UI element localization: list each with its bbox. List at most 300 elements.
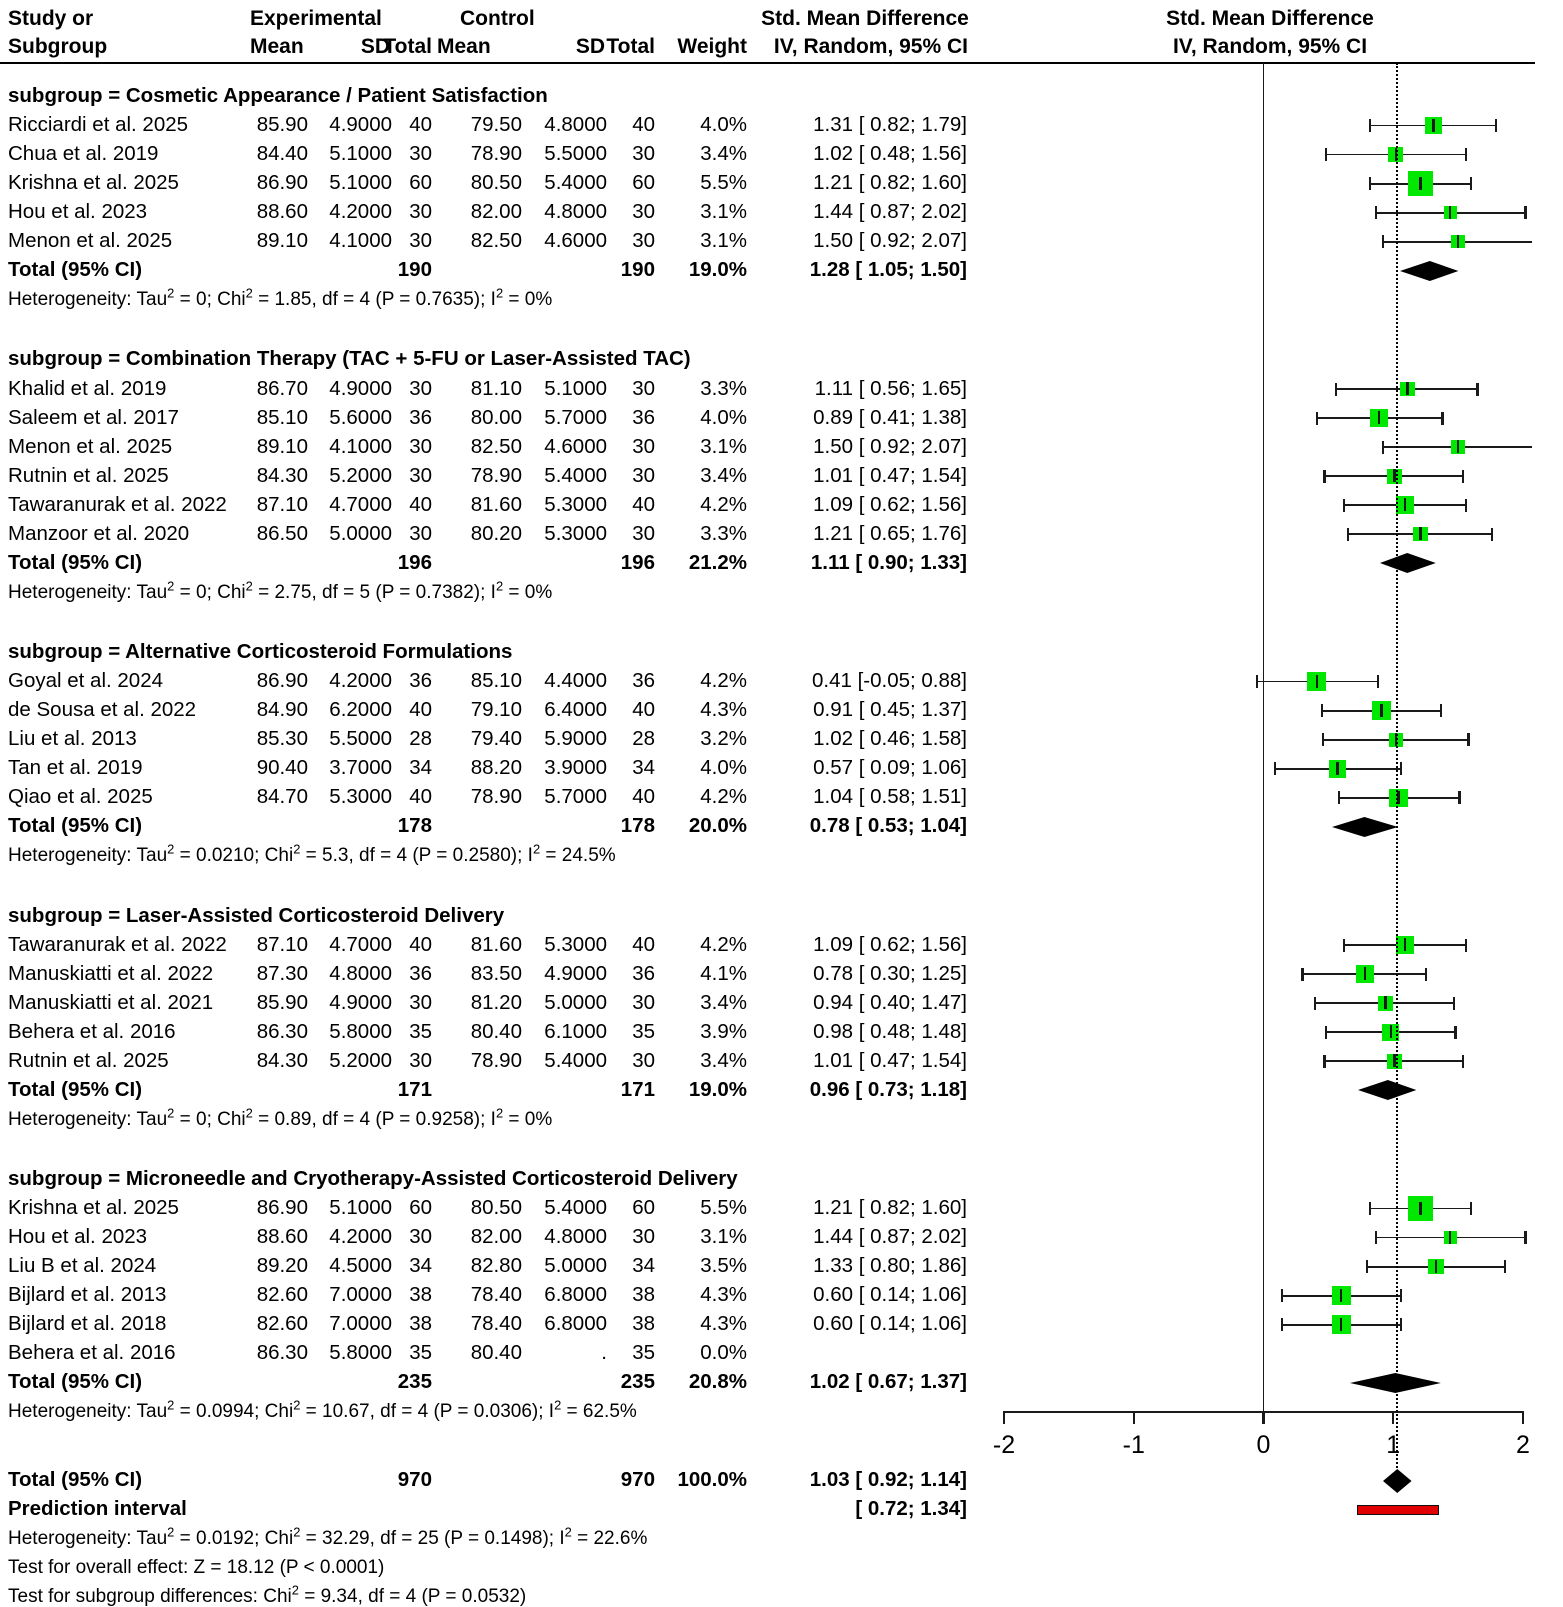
header-ctl-mean: Mean <box>437 35 491 58</box>
header-smd-sub: IV, Random, 95% CI <box>773 35 968 58</box>
study-label: Behera et al. 2016 <box>8 1019 176 1043</box>
ctl-total: 30 <box>632 521 655 545</box>
ctl-sd: 5.4000 <box>544 171 607 195</box>
exp-mean: 87.10 <box>256 932 308 956</box>
ctl-total: 34 <box>632 756 655 780</box>
prediction-label: Prediction interval <box>8 1497 187 1521</box>
ctl-sd: 6.1000 <box>544 1019 607 1043</box>
exp-mean: 85.90 <box>256 990 308 1014</box>
subgroup-ctl-total: 190 <box>620 258 655 282</box>
exp-sd: 7.0000 <box>329 1312 392 1336</box>
exp-mean: 86.90 <box>256 1196 308 1220</box>
ctl-sd: 5.7000 <box>544 405 607 429</box>
effect-square <box>1307 672 1326 691</box>
weight: 3.2% <box>700 727 747 751</box>
ctl-sd: 6.8000 <box>544 1283 607 1307</box>
effect-ci: 1.50 [ 0.92; 2.07] <box>813 434 967 458</box>
subgroup-effect-ci: 1.02 [ 0.67; 1.37] <box>809 1370 967 1394</box>
ci-line-lo <box>1316 412 1318 425</box>
effect-square <box>1356 965 1374 983</box>
ci-line-lo <box>1369 177 1371 190</box>
overall-weight: 100.0% <box>677 1468 747 1492</box>
ci-line-lo <box>1375 1231 1377 1244</box>
weight: 3.4% <box>700 463 747 487</box>
subgroup-weight: 19.0% <box>688 258 747 282</box>
exp-sd: 4.9000 <box>329 990 392 1014</box>
effect-point <box>1404 938 1406 951</box>
overall-diamond <box>1381 1467 1414 1495</box>
ci-line-lo <box>1369 119 1371 132</box>
exp-sd: 5.0000 <box>329 521 392 545</box>
ci-line <box>1370 183 1471 185</box>
effect-point <box>1457 235 1459 248</box>
study-label: Tawaranurak et al. 2022 <box>8 492 227 516</box>
effect-point <box>1404 498 1406 511</box>
exp-total: 30 <box>409 1225 432 1249</box>
exp-mean: 89.20 <box>256 1254 308 1278</box>
ctl-sd: 5.9000 <box>544 727 607 751</box>
header-smd-table: Std. Mean Difference <box>761 7 969 30</box>
subgroup-heterogeneity: Heterogeneity: Tau$^2$ = 0; Chi$^2$ = 0.89, df = 4 (P = 0.9258); $I^2 = 0\%$ <box>8 1105 553 1130</box>
weight: 4.2% <box>700 785 747 809</box>
ci-line-lo <box>1325 148 1327 161</box>
effect-square <box>1387 469 1402 484</box>
ci-line-hi <box>1524 1231 1526 1244</box>
effect-square <box>1388 147 1403 162</box>
ci-line-lo <box>1338 791 1340 804</box>
ci-line <box>1315 1002 1454 1004</box>
ci-line-hi <box>1504 1260 1506 1273</box>
ctl-total: 40 <box>632 932 655 956</box>
subgroup-ctl-total: 178 <box>620 814 655 838</box>
ci-line <box>1367 1266 1505 1268</box>
exp-sd: 4.7000 <box>329 932 392 956</box>
exp-mean: 87.30 <box>256 961 308 985</box>
exp-sd: 7.0000 <box>329 1283 392 1307</box>
ci-line-hi <box>1462 470 1464 483</box>
ctl-sd: 6.8000 <box>544 1312 607 1336</box>
weight: 4.0% <box>700 756 747 780</box>
ctl-mean: 82.50 <box>470 229 522 253</box>
header-ctl-sd: SD <box>575 35 605 58</box>
ci-line <box>1323 739 1468 741</box>
effect-ci: 0.60 [ 0.14; 1.06] <box>813 1312 967 1336</box>
exp-total: 36 <box>409 405 432 429</box>
effect-point <box>1316 675 1318 688</box>
ctl-total: 40 <box>632 785 655 809</box>
ci-line-hi <box>1400 1318 1402 1331</box>
exp-sd: 5.1000 <box>329 142 392 166</box>
subgroup-weight: 19.0% <box>688 1077 747 1101</box>
study-label: Manuskiatti et al. 2021 <box>8 990 214 1014</box>
ci-line-lo <box>1301 968 1303 981</box>
ci-line-hi <box>1476 383 1478 396</box>
effect-ci: 1.04 [ 0.58; 1.51] <box>813 785 967 809</box>
subgroup-weight: 20.8% <box>688 1370 747 1394</box>
effect-ci: 1.11 [ 0.56; 1.65] <box>814 376 967 400</box>
x-axis-label: 2 <box>1516 1431 1530 1459</box>
ctl-mean: 79.40 <box>470 727 522 751</box>
ctl-mean: 78.90 <box>470 1048 522 1072</box>
weight: 4.2% <box>700 492 747 516</box>
exp-mean: 85.90 <box>256 113 308 137</box>
effect-square <box>1400 382 1414 396</box>
subgroup-weight: 20.0% <box>688 814 747 838</box>
ci-line-lo <box>1323 1055 1325 1068</box>
ci-line-lo <box>1314 997 1316 1010</box>
header-plot-sub: IV, Random, 95% CI <box>1172 35 1368 58</box>
ci-line <box>1383 446 1532 448</box>
ctl-mean: 80.50 <box>470 171 522 195</box>
effect-ci: 1.01 [ 0.47; 1.54] <box>813 463 967 487</box>
ci-line <box>1322 710 1441 712</box>
effect-square <box>1413 527 1427 541</box>
ci-line-hi <box>1462 1055 1464 1068</box>
null-effect-line <box>1263 63 1265 1421</box>
weight: 4.3% <box>700 1283 747 1307</box>
ctl-total: 40 <box>632 113 655 137</box>
ctl-total: 60 <box>632 171 655 195</box>
study-label: Saleem et al. 2017 <box>8 405 179 429</box>
exp-sd: 4.9000 <box>329 113 392 137</box>
ctl-mean: 81.20 <box>470 990 522 1014</box>
exp-sd: 4.5000 <box>329 1254 392 1278</box>
effect-square <box>1444 206 1457 219</box>
weight: 3.3% <box>700 521 747 545</box>
ci-line-hi <box>1400 1289 1402 1302</box>
study-label: Chua et al. 2019 <box>8 142 159 166</box>
ctl-mean: 81.60 <box>470 932 522 956</box>
effect-square <box>1408 1196 1433 1221</box>
study-label: Liu et al. 2013 <box>8 727 137 751</box>
ctl-sd: 5.3000 <box>544 932 607 956</box>
ci-line-lo <box>1256 675 1258 688</box>
weight: 3.4% <box>700 990 747 1014</box>
ci-line <box>1344 504 1466 506</box>
exp-total: 40 <box>409 698 432 722</box>
subgroup-effect-ci: 1.28 [ 1.05; 1.50] <box>809 258 967 282</box>
subgroup-heterogeneity: Heterogeneity: Tau$^2$ = 0; Chi$^2$ = 1.85, df = 4 (P = 0.7635); $I^2 = 0\%$ <box>8 286 553 311</box>
weight: 4.0% <box>700 113 747 137</box>
exp-mean: 84.90 <box>256 698 308 722</box>
study-label: Manzoor et al. 2020 <box>8 521 190 545</box>
ctl-total: 30 <box>632 376 655 400</box>
weight: 4.2% <box>700 669 747 693</box>
effect-ci: 1.21 [ 0.82; 1.60] <box>813 1196 967 1220</box>
subgroup-diamond <box>1378 551 1438 575</box>
ci-line-hi <box>1467 733 1469 746</box>
ctl-mean: 79.10 <box>470 698 522 722</box>
ctl-mean: 80.40 <box>470 1341 522 1365</box>
study-label: Krishna et al. 2025 <box>8 1196 179 1220</box>
ci-line-hi <box>1425 968 1427 981</box>
weight: 5.5% <box>700 1196 747 1220</box>
subgroup-exp-total: 235 <box>397 1370 432 1394</box>
effect-square <box>1396 936 1415 955</box>
header-study-line1: Study or <box>8 7 94 30</box>
subgroup-effect-ci: 0.96 [ 0.73; 1.18] <box>809 1077 967 1101</box>
effect-point <box>1384 996 1386 1009</box>
ctl-total: 30 <box>632 1225 655 1249</box>
effect-ci: 1.50 [ 0.92; 2.07] <box>813 229 967 253</box>
subgroup-header: subgroup = Combination Therapy (TAC + 5-FU or Laser-Assisted TAC) <box>8 347 691 371</box>
ctl-total: 30 <box>632 463 655 487</box>
ctl-total: 36 <box>632 961 655 985</box>
study-label: Goyal et al. 2024 <box>8 669 163 693</box>
effect-point <box>1378 411 1380 424</box>
ci-line-lo <box>1366 1260 1368 1273</box>
effect-square <box>1389 789 1408 808</box>
exp-total: 40 <box>409 785 432 809</box>
study-label: Qiao et al. 2025 <box>8 785 153 809</box>
ctl-mean: 78.40 <box>470 1312 522 1336</box>
ctl-total: 36 <box>632 405 655 429</box>
ci-line-hi <box>1441 412 1443 425</box>
subgroup-heterogeneity: Heterogeneity: Tau$^2$ = 0.0210; Chi$^2$ = 5.3, df = 4 (P = 0.2580); $I^2 = 24.5\%$ <box>8 842 616 867</box>
ctl-sd: 4.9000 <box>544 961 607 985</box>
exp-total: 36 <box>409 669 432 693</box>
study-label: Tan et al. 2019 <box>8 756 143 780</box>
ci-line <box>1339 797 1460 799</box>
exp-sd: 4.1000 <box>329 229 392 253</box>
effect-ci: 0.98 [ 0.48; 1.48] <box>813 1019 967 1043</box>
ci-line-lo <box>1382 441 1384 454</box>
header-exp-total: Total <box>383 35 432 58</box>
overall-total-label: Total (95% CI) <box>8 1468 143 1492</box>
subgroup-header: subgroup = Microneedle and Cryotherapy-Assisted Corticosteroid Delivery <box>8 1166 738 1190</box>
effect-point <box>1393 469 1395 482</box>
ctl-mean: 82.80 <box>470 1254 522 1278</box>
ctl-total: 35 <box>632 1341 655 1365</box>
exp-mean: 84.30 <box>256 463 308 487</box>
footer-line-0: Heterogeneity: Tau$^2$ = 0.0192; Chi$^2$ = 32.29, df = 25 (P = 0.1498); $I^2 = 22.6\%$ <box>8 1525 648 1550</box>
effect-ci: 0.78 [ 0.30; 1.25] <box>813 961 967 985</box>
ci-line <box>1302 973 1425 975</box>
effect-ci: 1.33 [ 0.80; 1.86] <box>813 1254 967 1278</box>
ctl-mean: 78.90 <box>470 785 522 809</box>
ci-line-lo <box>1323 470 1325 483</box>
ctl-sd: . <box>601 1341 607 1365</box>
ci-line-lo <box>1343 499 1345 512</box>
ctl-total: 30 <box>632 990 655 1014</box>
header-exp-mean: Mean <box>250 35 304 58</box>
ctl-total: 30 <box>632 142 655 166</box>
effect-point <box>1395 733 1397 746</box>
exp-total: 60 <box>409 171 432 195</box>
ci-line <box>1275 768 1401 770</box>
exp-mean: 89.10 <box>256 229 308 253</box>
subgroup-diamond <box>1398 259 1460 283</box>
effect-ci: 0.60 [ 0.14; 1.06] <box>813 1283 967 1307</box>
ci-line-lo <box>1274 762 1276 775</box>
subgroup-effect-ci: 1.11 [ 0.90; 1.33] <box>810 550 967 574</box>
prediction-interval-bar <box>1357 1505 1439 1515</box>
exp-mean: 87.10 <box>256 492 308 516</box>
subgroup-exp-total: 196 <box>397 550 432 574</box>
effect-ci: 1.02 [ 0.48; 1.56] <box>813 142 967 166</box>
weight: 3.5% <box>700 1254 747 1278</box>
exp-sd: 4.2000 <box>329 200 392 224</box>
ctl-sd: 5.4000 <box>544 463 607 487</box>
exp-mean: 86.90 <box>256 171 308 195</box>
exp-total: 30 <box>409 1048 432 1072</box>
exp-sd: 4.8000 <box>329 961 392 985</box>
ctl-mean: 80.00 <box>470 405 522 429</box>
effect-point <box>1406 382 1408 395</box>
effect-point <box>1419 527 1421 540</box>
study-label: Tawaranurak et al. 2022 <box>8 932 227 956</box>
effect-ci: 1.01 [ 0.47; 1.54] <box>813 1048 967 1072</box>
ctl-mean: 80.20 <box>470 521 522 545</box>
effect-ci: 0.89 [ 0.41; 1.38] <box>813 405 967 429</box>
effect-square <box>1425 117 1443 135</box>
effect-ci: 1.44 [ 0.87; 2.02] <box>813 200 967 224</box>
ctl-mean: 83.50 <box>470 961 522 985</box>
ci-line-hi <box>1495 119 1497 132</box>
subgroup-diamond <box>1356 1078 1418 1102</box>
study-label: Bijlard et al. 2018 <box>8 1312 167 1336</box>
ctl-total: 35 <box>632 1019 655 1043</box>
effect-ci: 0.41 [-0.05; 0.88] <box>811 669 967 693</box>
effect-square <box>1428 1259 1443 1274</box>
effect-point <box>1435 1260 1437 1273</box>
footer-line-2: Test for subgroup differences: Chi$^2$ = 9.34, df = 4 (P = 0.0532) <box>8 1583 527 1607</box>
ctl-sd: 4.6000 <box>544 434 607 458</box>
exp-sd: 5.6000 <box>329 405 392 429</box>
ci-line <box>1257 681 1378 683</box>
ci-line <box>1326 154 1466 156</box>
effect-point <box>1340 1289 1342 1302</box>
exp-mean: 86.90 <box>256 669 308 693</box>
x-axis-label: 0 <box>1256 1431 1271 1459</box>
prediction-ci: [ 0.72; 1.34] <box>855 1497 967 1521</box>
footer-line-1: Test for overall effect: Z = 18.12 (P < 0.0001) <box>8 1557 385 1579</box>
effect-point <box>1364 967 1366 980</box>
ci-line <box>1383 241 1532 243</box>
exp-total: 30 <box>409 142 432 166</box>
effect-point <box>1397 791 1399 804</box>
effect-point <box>1432 119 1434 132</box>
ctl-sd: 3.9000 <box>544 756 607 780</box>
ci-line-lo <box>1347 528 1349 541</box>
subgroup-diamond <box>1330 815 1400 839</box>
effect-point <box>1336 762 1338 775</box>
exp-total: 40 <box>409 492 432 516</box>
exp-mean: 89.10 <box>256 434 308 458</box>
exp-sd: 4.2000 <box>329 669 392 693</box>
ctl-sd: 5.4000 <box>544 1048 607 1072</box>
ctl-total: 38 <box>632 1312 655 1336</box>
effect-point <box>1449 1231 1451 1244</box>
exp-mean: 84.40 <box>256 142 308 166</box>
ci-line-lo <box>1369 1202 1371 1215</box>
exp-sd: 5.2000 <box>329 463 392 487</box>
subgroup-ctl-total: 196 <box>620 550 655 574</box>
exp-total: 35 <box>409 1019 432 1043</box>
study-label: Liu B et al. 2024 <box>8 1254 157 1278</box>
weight: 3.4% <box>700 1048 747 1072</box>
header-divider <box>0 62 1535 64</box>
subgroup-total-label: Total (95% CI) <box>8 1370 143 1394</box>
ci-line <box>1344 944 1466 946</box>
weight: 3.9% <box>700 1019 747 1043</box>
effect-ci: 1.09 [ 0.62; 1.56] <box>813 492 967 516</box>
ci-line-hi <box>1453 997 1455 1010</box>
effect-square <box>1387 1054 1402 1069</box>
exp-sd: 4.9000 <box>329 376 392 400</box>
exp-total: 60 <box>409 1196 432 1220</box>
subgroup-weight: 21.2% <box>688 550 747 574</box>
effect-ci: 1.09 [ 0.62; 1.56] <box>813 932 967 956</box>
ci-line-hi <box>1440 704 1442 717</box>
ctl-total: 36 <box>632 669 655 693</box>
ctl-total: 30 <box>632 229 655 253</box>
exp-mean: 90.40 <box>256 756 308 780</box>
ctl-sd: 5.0000 <box>544 990 607 1014</box>
effect-point <box>1380 704 1382 717</box>
ci-line <box>1317 417 1443 419</box>
ci-line <box>1376 1237 1525 1239</box>
ci-line-hi <box>1491 528 1493 541</box>
effect-point <box>1449 206 1451 219</box>
ci-line-lo <box>1375 206 1377 219</box>
ci-line <box>1282 1324 1401 1326</box>
exp-mean: 82.60 <box>256 1312 308 1336</box>
effect-point <box>1395 148 1397 161</box>
exp-mean: 84.70 <box>256 785 308 809</box>
ctl-sd: 4.6000 <box>544 229 607 253</box>
weight: 4.1% <box>700 961 747 985</box>
ctl-total: 30 <box>632 200 655 224</box>
ctl-mean: 82.00 <box>470 1225 522 1249</box>
ci-line-hi <box>1465 148 1467 161</box>
weight: 3.1% <box>700 434 747 458</box>
ci-line-lo <box>1325 1026 1327 1039</box>
ci-line-lo <box>1321 704 1323 717</box>
ci-line-hi <box>1470 1202 1472 1215</box>
exp-total: 40 <box>409 932 432 956</box>
exp-total: 30 <box>409 434 432 458</box>
weight: 4.3% <box>700 698 747 722</box>
effect-point <box>1457 440 1459 453</box>
effect-square <box>1372 701 1391 720</box>
ci-line-lo <box>1335 383 1337 396</box>
ci-line-hi <box>1465 939 1467 952</box>
ci-line-lo <box>1343 939 1345 952</box>
exp-mean: 86.50 <box>256 521 308 545</box>
effect-point <box>1340 1318 1342 1331</box>
study-label: Krishna et al. 2025 <box>8 171 179 195</box>
weight: 3.4% <box>700 142 747 166</box>
study-label: Hou et al. 2023 <box>8 200 148 224</box>
exp-total: 38 <box>409 1283 432 1307</box>
ctl-sd: 4.4000 <box>544 669 607 693</box>
exp-total: 30 <box>409 990 432 1014</box>
header-weight: Weight <box>677 35 747 58</box>
subgroup-ctl-total: 235 <box>620 1370 655 1394</box>
ctl-mean: 81.60 <box>470 492 522 516</box>
x-axis-tick <box>1003 1411 1005 1424</box>
effect-square <box>1408 171 1433 196</box>
pooled-effect-line <box>1396 63 1398 1488</box>
exp-sd: 4.2000 <box>329 1225 392 1249</box>
ci-line <box>1370 1208 1471 1210</box>
exp-total: 30 <box>409 229 432 253</box>
ci-line-lo <box>1281 1289 1283 1302</box>
effect-ci: 0.94 [ 0.40; 1.47] <box>813 990 967 1014</box>
weight: 5.5% <box>700 171 747 195</box>
overall-effect-ci: 1.03 [ 0.92; 1.14] <box>809 1468 967 1492</box>
